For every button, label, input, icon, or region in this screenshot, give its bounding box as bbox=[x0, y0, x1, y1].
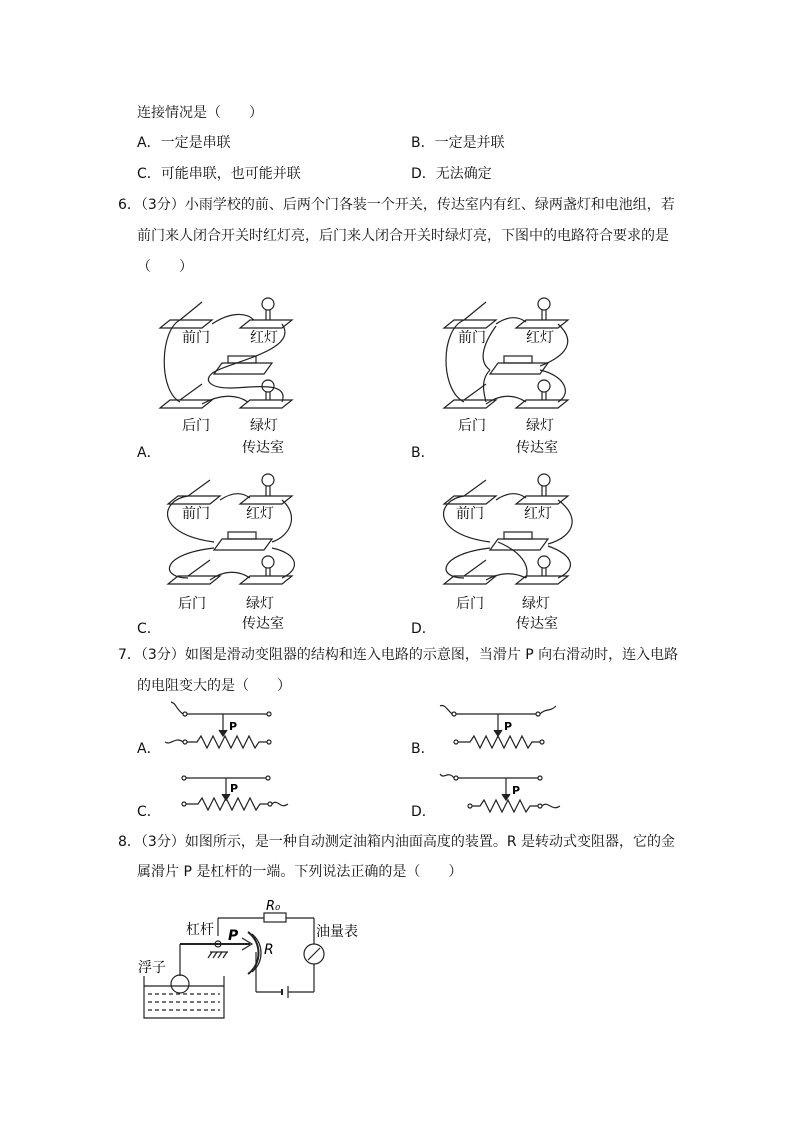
q5-stem-tail: 连接情况是（ ） bbox=[137, 105, 263, 121]
q7-stem-line2: 的电阻变大的是（ ） bbox=[137, 678, 291, 694]
q6a-red-label: 红灯 bbox=[250, 330, 278, 346]
q6a-green-label: 绿灯 bbox=[250, 418, 278, 434]
q5-option-d: D．无法确定 bbox=[411, 166, 492, 182]
q7b-p-label: P bbox=[504, 720, 513, 733]
q8-stem-line2: 属滑片 P 是杠杆的一端。下列说法正确的是（ ） bbox=[137, 864, 463, 880]
q7c-p-label: P bbox=[230, 782, 239, 795]
q7a-p-label: P bbox=[229, 720, 238, 733]
q6a-room-label: 传达室 bbox=[242, 440, 284, 456]
q6b-green-label: 绿灯 bbox=[526, 418, 554, 434]
q6c-front-label: 前门 bbox=[182, 506, 210, 522]
q8-stem-line1: 8．（3分）如图所示，是一种自动测定油箱内油面高度的装置。R 是转动式变阻器，它的金 bbox=[118, 834, 675, 850]
q6d-back-label: 后门 bbox=[456, 596, 484, 612]
q6b-back-label: 后门 bbox=[458, 418, 486, 434]
q7d-p-label: P bbox=[512, 784, 521, 797]
q6-stem-line3: （ ） bbox=[137, 259, 193, 275]
q8-float-label: 浮子 bbox=[138, 960, 166, 976]
q6-option-c-label: C． bbox=[137, 621, 161, 637]
q6d-green-label: 绿灯 bbox=[522, 596, 550, 612]
q7-rheostat-a bbox=[165, 704, 275, 754]
q6c-green-label: 绿灯 bbox=[246, 596, 274, 612]
q6-option-d-label: D． bbox=[411, 621, 436, 637]
q8-r-label: R bbox=[264, 942, 274, 958]
q6d-room-label: 传达室 bbox=[516, 616, 558, 632]
q7-rheostat-c bbox=[168, 768, 290, 818]
q6c-red-label: 红灯 bbox=[246, 506, 274, 522]
q6-circuit-c bbox=[150, 466, 310, 636]
q5-option-c: C．可能串联，也可能并联 bbox=[137, 166, 301, 182]
q6b-front-label: 前门 bbox=[458, 330, 486, 346]
q7-option-d-label: D． bbox=[411, 804, 436, 820]
q6-circuit-b bbox=[426, 290, 586, 460]
q6-circuit-a bbox=[150, 290, 310, 460]
q8-meter-label: 油量表 bbox=[316, 924, 358, 940]
q6c-back-label: 后门 bbox=[178, 596, 206, 612]
q7-option-b-label: B． bbox=[411, 741, 435, 757]
q7-stem-line1: 7．（3分）如图是滑动变阻器的结构和连入电路的示意图，当滑片 P 向右滑动时，连入电路 bbox=[118, 647, 679, 663]
q7-rheostat-d bbox=[442, 768, 562, 818]
q7-rheostat-b bbox=[440, 704, 558, 754]
q6-stem-line1: 6．（3分）小雨学校的前、后两个门各装一个开关，传达室内有红、绿两盏灯和电池组，若 bbox=[118, 197, 675, 213]
q6-circuit-d bbox=[426, 466, 586, 636]
q8-lever-label: 杠杆 bbox=[186, 922, 214, 938]
q6d-front-label: 前门 bbox=[456, 506, 484, 522]
q7-option-a-label: A． bbox=[137, 741, 161, 757]
q8-r0-label: R₀ bbox=[266, 899, 281, 914]
q6-option-b-label: B． bbox=[411, 445, 435, 461]
q6-option-a-label: A． bbox=[137, 445, 161, 461]
q6b-red-label: 红灯 bbox=[526, 330, 554, 346]
q6c-room-label: 传达室 bbox=[242, 616, 284, 632]
q7-option-c-label: C． bbox=[137, 804, 161, 820]
q6b-room-label: 传达室 bbox=[516, 440, 558, 456]
q5-option-b: B．一定是并联 bbox=[411, 135, 505, 151]
q6a-front-label: 前门 bbox=[182, 330, 210, 346]
q8-p-label: P bbox=[228, 928, 239, 944]
q6-stem-line2: 前门来人闭合开关时红灯亮，后门来人闭合开关时绿灯亮，下图中的电路符合要求的是 bbox=[137, 228, 669, 244]
q6a-back-label: 后门 bbox=[182, 418, 210, 434]
q8-oil-gauge-diagram bbox=[138, 894, 368, 1024]
q5-option-a: A．一定是串联 bbox=[137, 135, 231, 151]
q6d-red-label: 红灯 bbox=[524, 506, 552, 522]
